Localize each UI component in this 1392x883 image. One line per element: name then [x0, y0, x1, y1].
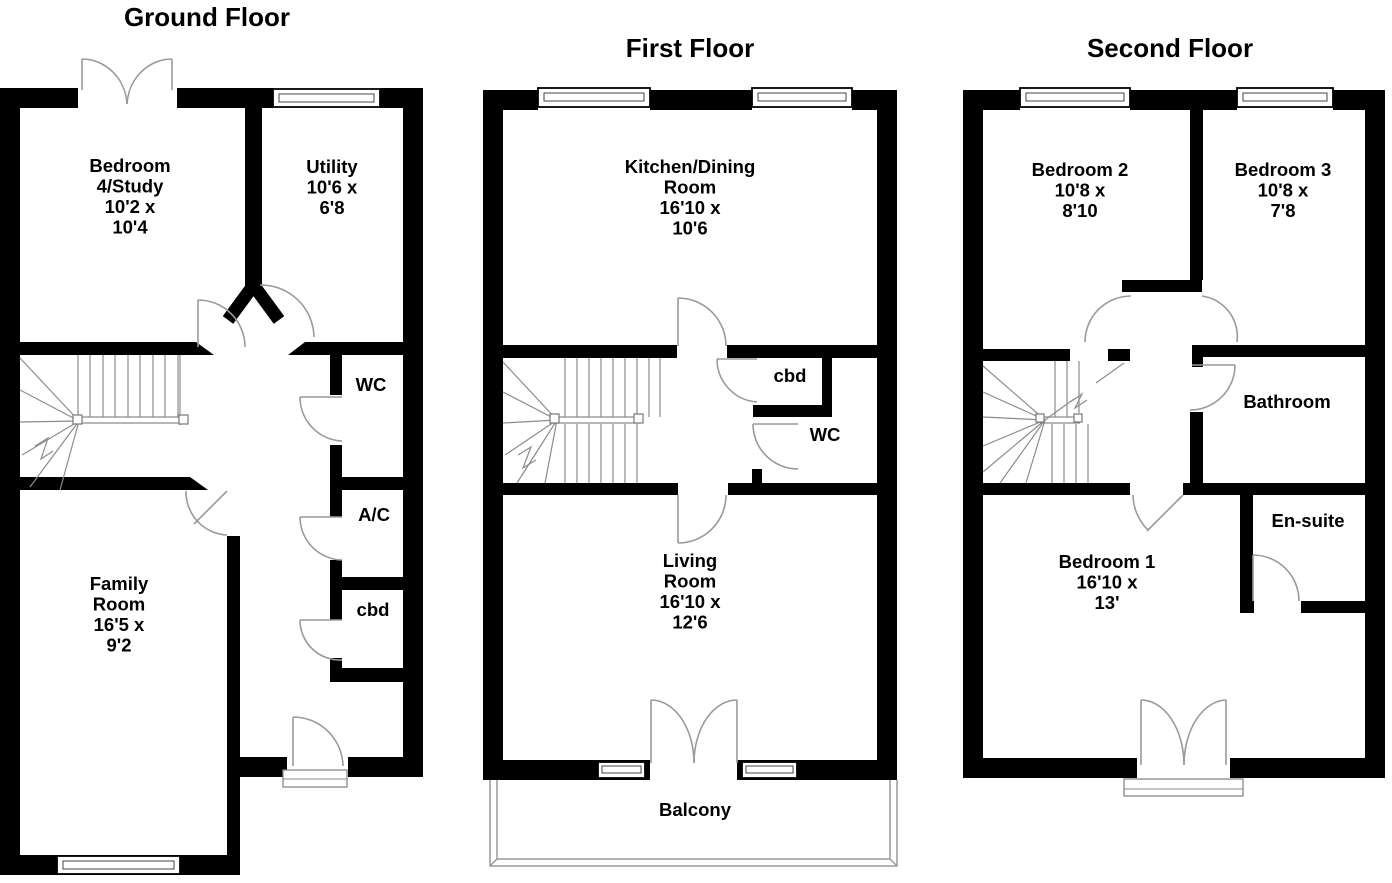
- second-floor-stairs: [983, 361, 1124, 483]
- entry-door-sill: [283, 770, 347, 787]
- cbd-first-label: cbd: [773, 365, 807, 386]
- ac-label: A/C: [358, 504, 390, 525]
- bedroom1-door: [1133, 495, 1183, 531]
- kitchen-window-right: [752, 88, 852, 107]
- ensuite-label: En-suite: [1271, 510, 1345, 531]
- bedroom1-double-door: [1141, 700, 1226, 765]
- utility-label: Utility 10'6 x 6'8: [306, 156, 358, 218]
- cbd-door: [300, 620, 342, 660]
- first-floor-stairs: [503, 358, 660, 483]
- kitchen-dining-label: Kitchen/Dining Room 16'10 x 10'6: [624, 156, 756, 239]
- balcony-double-door: [651, 700, 737, 763]
- kitchen-door: [678, 298, 726, 346]
- living-room-label: Living Room 16'10 x 12'6: [659, 550, 721, 633]
- bathroom-label: Bathroom: [1243, 391, 1331, 412]
- front-double-door: [82, 59, 172, 104]
- bedroom2-label: Bedroom 2 10'8 x 8'10: [1031, 159, 1129, 221]
- wc-label: WC: [355, 374, 387, 395]
- cbd-label: cbd: [356, 599, 390, 620]
- living-room-window-right: [742, 762, 797, 778]
- living-room-window-left: [598, 762, 645, 778]
- ground-floor-stairs: [20, 355, 188, 490]
- bedroom4-label: Bedroom 4/Study 10'2 x 10'4: [89, 155, 171, 238]
- bedroom3-window: [1237, 88, 1333, 107]
- bedroom2-door: [1085, 296, 1131, 342]
- bedroom2-window: [1020, 88, 1130, 107]
- balcony-outline: [490, 780, 897, 866]
- wc-first-label: WC: [809, 424, 841, 445]
- second-floor-walls: [963, 90, 1385, 778]
- ground-floor-walls: [0, 88, 423, 875]
- bedroom1-label: Bedroom 1 16'10 x 13': [1058, 551, 1156, 613]
- bathroom-door: [1190, 365, 1235, 410]
- second-floor-title: Second Floor: [1086, 33, 1254, 63]
- bedroom3-label: Bedroom 3 10'8 x 7'8: [1234, 159, 1332, 221]
- ensuite-door: [1253, 555, 1299, 601]
- bedroom1-door-sill: [1124, 779, 1243, 796]
- kitchen-window-left: [538, 88, 650, 107]
- family-room-window: [57, 856, 180, 874]
- bedroom3-door: [1202, 296, 1237, 342]
- ac-door: [300, 517, 342, 560]
- wc-door: [300, 397, 342, 441]
- first-floor-title: First Floor: [625, 33, 755, 63]
- second-floor-plan: [963, 33, 1385, 796]
- entry-door: [293, 717, 343, 766]
- family-room-door: [186, 491, 227, 535]
- ground-floor-plan: [0, 2, 423, 875]
- ground-floor-title: Ground Floor: [123, 2, 291, 32]
- first-floor-plan: [483, 33, 897, 866]
- balcony-label: Balcony: [659, 799, 731, 820]
- family-room-label: Family Room 16'5 x 9'2: [89, 573, 149, 656]
- utility-window: [273, 89, 380, 107]
- living-room-door: [678, 495, 726, 543]
- wc-door-first: [753, 424, 798, 469]
- cbd-door-first: [717, 359, 757, 402]
